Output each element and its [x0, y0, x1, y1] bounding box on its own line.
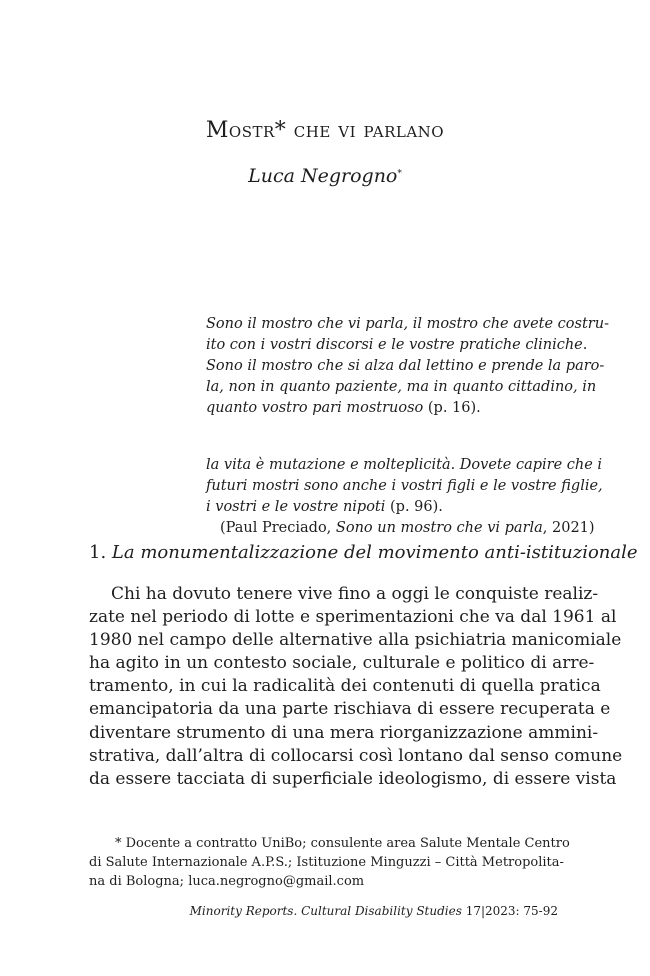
body-line: 1980 nel campo delle alternative alla psichiatria manicomiale [89, 630, 622, 651]
footnote-line: na di Bologna; luca.negrogno@gmail.com [89, 874, 365, 889]
epigraph-quote-2 [206, 455, 603, 518]
epigraph-text: i vostri e le vostre nipoti [206, 499, 386, 515]
body-line: diventare strumento di una mera riorganizzazione ammini- [89, 722, 599, 743]
epigraph-line [206, 497, 560, 518]
epigraph-attribution [220, 518, 595, 539]
page-reference: (p. 96). [385, 499, 443, 515]
epigraph-line: futuri mostri sono anche i vostri figli e le vostre figlie, [206, 478, 603, 494]
journal-name: Minority Reports. Cultural Disability Studies [189, 904, 462, 918]
epigraph-line: la, non in quanto paziente, ma in quanto cittadino, in [206, 379, 597, 395]
attribution-work-title: Sono un mostro che vi parla [335, 520, 543, 536]
body-line: zate nel periodo di lotte e sperimentazioni che va dal 1961 al [89, 607, 617, 628]
body-paragraph [89, 583, 623, 791]
footnote-line: di Salute Internazionale A.P.S.; Istituzione Minguzzi – Città Metropolita- [89, 855, 564, 870]
epigraph-line: Sono il mostro che vi parla, il mostro che avete costru- [206, 316, 609, 332]
page-reference: (p. 16). [423, 400, 481, 416]
body-line: strativa, dall’altra di collocarsi così lontano dal senso comune [89, 745, 623, 766]
section-heading [89, 541, 638, 565]
epigraph-quote-1 [206, 314, 609, 419]
section-title: La monumentalizzazione del movimento anti-istituzionale [111, 542, 638, 563]
article-title: Mostr* che vi parlano [205, 118, 445, 143]
footnote-line: * Docente a contratto UniBo; consulente area Salute Mentale Centro [115, 836, 570, 851]
body-line: emancipatoria da una parte rischiava di essere recuperata e [89, 699, 611, 720]
section-number: 1. [89, 542, 112, 563]
author-footnote [89, 834, 570, 891]
attribution-year: , 2021) [542, 520, 595, 536]
author-footnote-mark: * [397, 169, 402, 179]
journal-footer [0, 903, 558, 919]
body-line: da essere tacciata di superficiale ideologismo, di essere vista [89, 768, 617, 789]
body-line: ha agito in un contesto sociale, culturale e politico di arre- [89, 653, 595, 674]
attribution-author: (Paul Preciado, [220, 520, 336, 536]
author-line [0, 164, 650, 188]
journal-issue: 17|2023: 75-92 [461, 904, 558, 918]
body-line: tramento, in cui la radicalità dei contenuti di quella pratica [89, 676, 601, 697]
epigraph-line: la vita è mutazione e molteplicità. Dovete capire che i [206, 457, 603, 473]
epigraph-line: Sono il mostro che si alza dal lettino e prende la paro- [206, 358, 605, 374]
body-line: Chi ha dovuto tenere vive fino a oggi le conquiste realiz- [111, 584, 599, 604]
epigraph-text: quanto vostro pari mostruoso [206, 400, 424, 416]
epigraph-line [206, 398, 560, 419]
author-name: Luca Negrogno [248, 165, 398, 187]
epigraph-line: ito con i vostri discorsi e le vostre pratiche cliniche. [206, 337, 588, 353]
